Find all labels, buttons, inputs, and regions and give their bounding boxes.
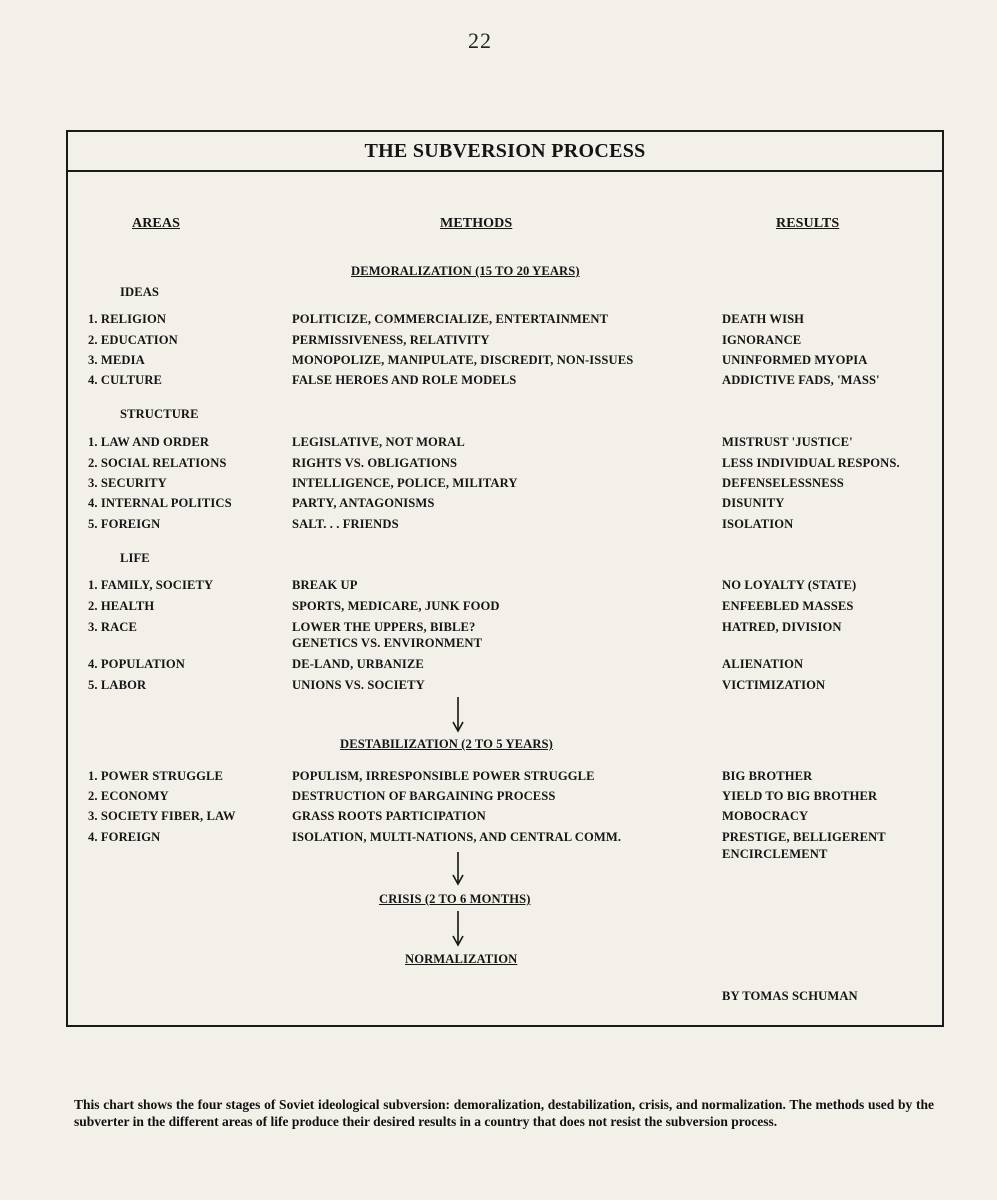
result-media: UNINFORMED MYOPIA [722,353,868,367]
down-arrow-icon [451,697,465,733]
method-labor: UNIONS VS. SOCIETY [292,678,425,692]
result-religion: DEATH WISH [722,312,805,326]
area-health: 2. HEALTH [88,599,155,613]
result-culture: ADDICTIVE FADS, 'MASS' [722,373,880,387]
method-power-struggle: POPULISM, IRRESPONSIBLE POWER STRUGGLE [292,769,595,783]
subversion-chart [66,130,944,1027]
result-internal-politics: DISUNITY [722,496,785,510]
method-economy: DESTRUCTION OF BARGAINING PROCESS [292,789,556,803]
page-number: 22 [468,28,492,53]
result-health: ENFEEBLED MASSES [722,599,854,613]
area-population: 4. POPULATION [88,657,185,671]
area-race: 3. RACE [88,620,137,634]
method-culture: FALSE HEROES AND ROLE MODELS [292,373,517,387]
area-education: 2. EDUCATION [88,333,178,347]
result-social-relations: LESS INDIVIDUAL RESPONS. [722,456,900,470]
method-foreign-destab: ISOLATION, MULTI-NATIONS, AND CENTRAL COMM. [292,830,622,844]
header-methods: METHODS [440,216,513,231]
byline: BY TOMAS SCHUMAN [722,989,858,1003]
area-economy: 2. ECONOMY [88,789,169,803]
area-power-struggle: 1. POWER STRUGGLE [88,769,224,783]
method-media: MONOPOLIZE, MANIPULATE, DISCREDIT, NON-ISSUES [292,353,634,367]
result-population: ALIENATION [722,657,804,671]
method-race: LOWER THE UPPERS, BIBLE? [292,620,476,634]
result-foreign: ISOLATION [722,517,794,531]
chart-title: THE SUBVERSION PROCESS [364,139,646,162]
caption: This chart shows the four stages of Soviet ideological subversion: demoralization, destabilization, crisis, and normalization. The methods used by the subverter in the different areas of life produce their desired results in a country that does not resist the subversion process. [74,1097,934,1129]
result-power-struggle: BIG BROTHER [722,769,813,783]
area-social-relations: 2. SOCIAL RELATIONS [88,456,227,470]
area-society-fiber-law: 3. SOCIETY FIBER, LAW [88,809,236,823]
method-foreign: SALT. . . FRIENDS [292,517,399,531]
result-economy: YIELD TO BIG BROTHER [722,789,878,803]
area-security: 3. SECURITY [88,476,167,490]
method-race-line2: GENETICS VS. ENVIRONMENT [292,636,483,650]
header-areas: AREAS [132,216,180,231]
result-law-and-order: MISTRUST 'JUSTICE' [722,435,853,449]
method-society-fiber-law: GRASS ROOTS PARTICIPATION [292,809,486,823]
group-life: LIFE [120,551,150,565]
method-education: PERMISSIVENESS, RELATIVITY [292,333,490,347]
method-family-society: BREAK UP [292,578,358,592]
result-labor: VICTIMIZATION [722,678,826,692]
area-foreign: 5. FOREIGN [88,517,161,531]
area-religion: 1. RELIGION [88,312,167,326]
method-religion: POLITICIZE, COMMERCIALIZE, ENTERTAINMENT [292,312,609,326]
method-health: SPORTS, MEDICARE, JUNK FOOD [292,599,500,613]
stage-normalization: NORMALIZATION [405,952,518,966]
group-structure: STRUCTURE [120,407,199,421]
method-law-and-order: LEGISLATIVE, NOT MORAL [292,435,465,449]
result-race: HATRED, DIVISION [722,620,842,634]
title-bar [68,132,942,172]
area-law-and-order: 1. LAW AND ORDER [88,435,210,449]
result-foreign-destab: PRESTIGE, BELLIGERENT [722,830,886,844]
area-foreign-destab: 4. FOREIGN [88,830,161,844]
area-culture: 4. CULTURE [88,373,163,387]
group-ideas: IDEAS [120,285,159,299]
area-family-society: 1. FAMILY, SOCIETY [88,578,214,592]
result-foreign-destab-line2: ENCIRCLEMENT [722,847,828,861]
header-results: RESULTS [776,216,840,231]
method-security: INTELLIGENCE, POLICE, MILITARY [292,476,518,490]
down-arrow-icon [451,852,465,886]
result-society-fiber-law: MOBOCRACY [722,809,809,823]
stage-crisis: CRISIS (2 TO 6 MONTHS) [379,892,531,906]
stage-demoralization: DEMORALIZATION (15 TO 20 YEARS) [351,264,580,278]
area-labor: 5. LABOR [88,678,147,692]
stage-destabilization: DESTABILIZATION (2 TO 5 YEARS) [340,737,553,751]
down-arrow-icon [451,911,465,947]
result-security: DEFENSELESSNESS [722,476,844,490]
method-internal-politics: PARTY, ANTAGONISMS [292,496,435,510]
area-internal-politics: 4. INTERNAL POLITICS [88,496,232,510]
method-population: DE-LAND, URBANIZE [292,657,424,671]
result-family-society: NO LOYALTY (STATE) [722,578,857,592]
area-media: 3. MEDIA [88,353,145,367]
method-social-relations: RIGHTS VS. OBLIGATIONS [292,456,458,470]
result-education: IGNORANCE [722,333,802,347]
